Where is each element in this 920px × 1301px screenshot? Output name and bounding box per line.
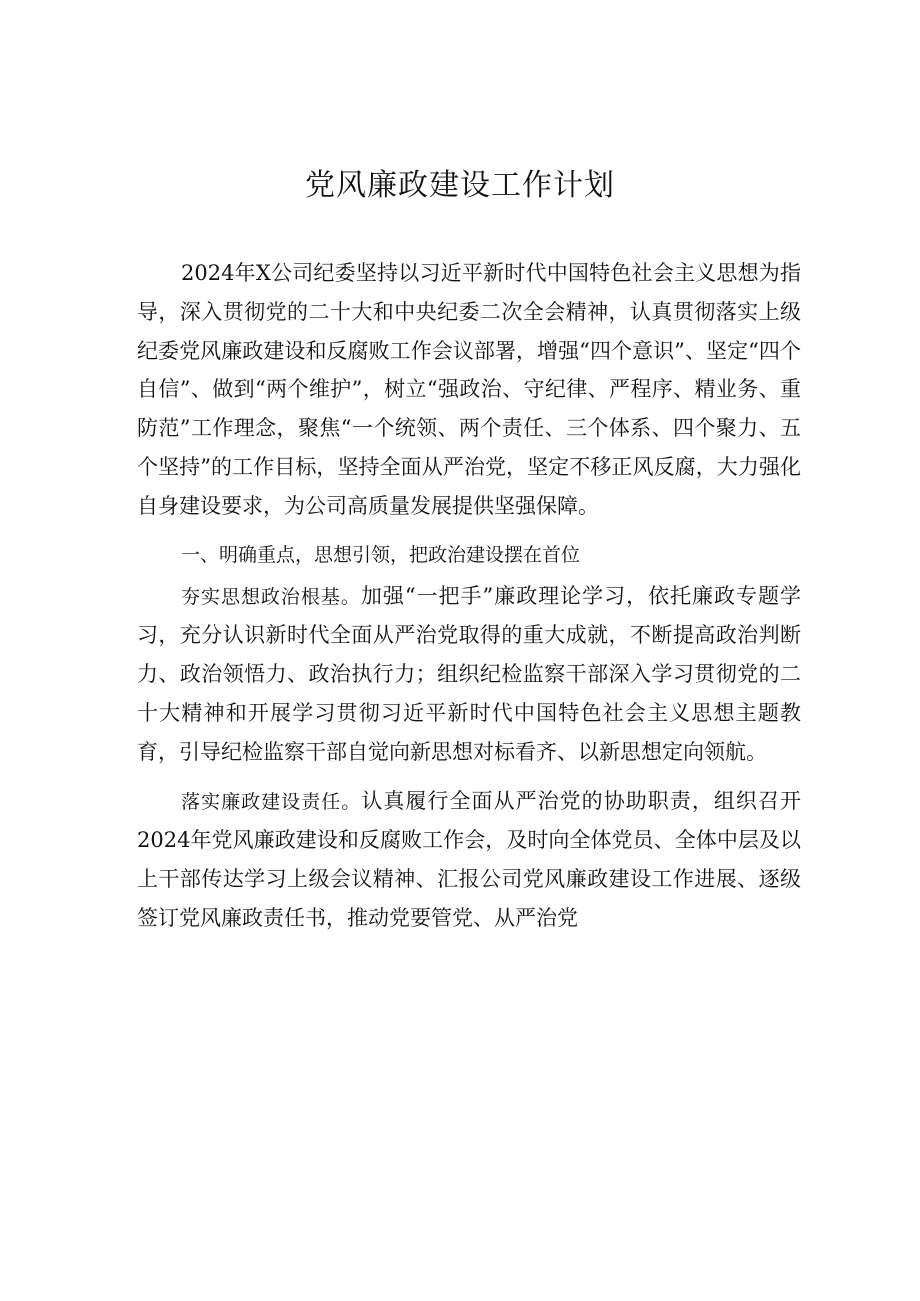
body-paragraph-1 — [137, 577, 801, 772]
paragraph-text-2: 认真履行全面从严治党的协助职责，组织召开2024年党风廉政建设和反腐败工作会，及时向全体党员、全体中层及以上干部传达学习上级会议精神、汇报公司党风廉政建设工作进展、逐级签订党风廉政责任书，推动党要管党、从严治党 — [137, 788, 801, 930]
paragraph-lead-2: 落实廉政建设责任。 — [181, 790, 362, 813]
paragraph-lead-1: 夯实思想政治根基。 — [181, 585, 361, 608]
document-title: 党风廉政建设工作计划 — [305, 168, 615, 203]
section-heading: 一、明确重点，思想引领，把政治建设摆在首位 — [181, 543, 581, 566]
document-body — [137, 254, 801, 938]
body-paragraph-2 — [137, 782, 801, 938]
intro-paragraph: 2024年X公司纪委坚持以习近平新时代中国特色社会主义思想为指导，深入贯彻党的二十大和中央纪委二次全会精神，认真贯彻落实上级纪委党风廉政建设和反腐败工作会议部署，增强“四个意识”、坚定“四个自信”、做到“两个维护”，树立“强政治、守纪律、严程序、精业务、重防范”工作理念，聚焦“一个统领、两个责任、三个体系、四个聚力、五个坚持”的工作目标，坚持全面从严治党，坚定不移正风反腐，大力强化自身建设要求，为公司高质量发展提供坚强保障。 — [137, 261, 801, 518]
paragraph-text-1: 加强“一把手”廉政理论学习，依托廉政专题学习，充分认识新时代全面从严治党取得的重大成就，不断提高政治判断力、政治领悟力、政治执行力；组织纪检监察干部深入学习贯彻党的二十大精神和开展学习贯彻习近平新时代中国特色社会主义思想主题教育，引导纪检监察干部自觉向新思想对标看齐、以新思想定向领航。 — [137, 583, 801, 764]
